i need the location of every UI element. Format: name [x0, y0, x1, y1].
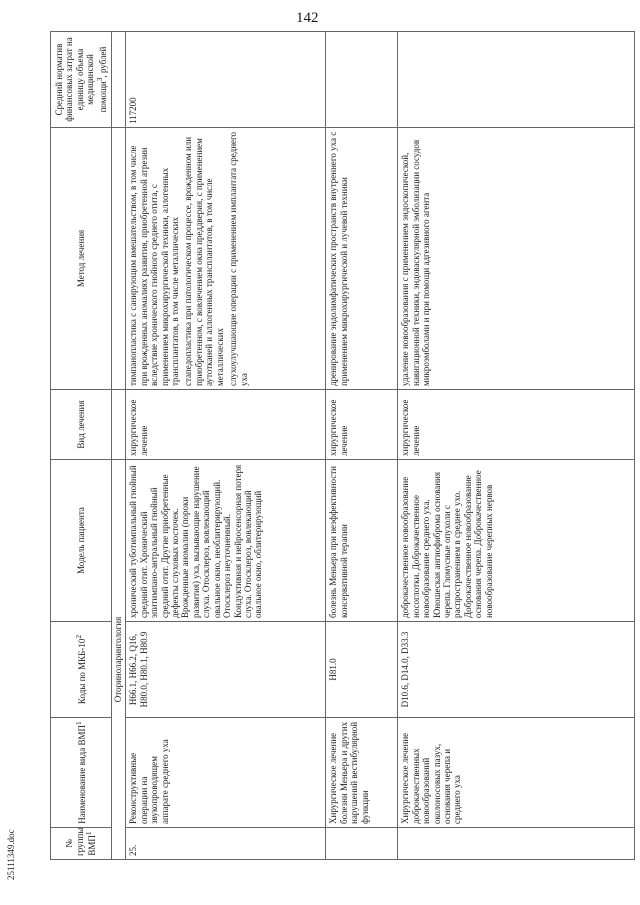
cell-group-number	[398, 828, 635, 860]
header-group-number: № группы ВМП$^1$	[51, 828, 112, 860]
cell-icd-codes: H66.1, H66.2, Q16, H80.0, H80.1, H80.9	[126, 622, 326, 718]
cell-vmp-name: Реконструктивные операции на звукопроводящем аппарате среднего уха	[126, 718, 326, 828]
method-item: слухоулучшающие операции с применением имплантата среднего уха	[228, 132, 249, 386]
method-item: тимпанопластика с санирующим вмешательством, в том числе при врожденных аномалиях развития, приобретенной атрезии вследствие хронического гнойного среднего отита, с применением микрохирургической техники, аллогенных трансплантатов, в том числе металлических	[128, 145, 180, 386]
table-row	[126, 32, 326, 860]
header-treatment-method: Метод лечения	[51, 128, 112, 390]
cell-icd-codes: H81.0	[326, 622, 398, 718]
rotated-table-container	[50, 32, 635, 860]
cell-cost: 117200	[126, 32, 326, 128]
vmp-table	[50, 31, 635, 860]
method-item: стапедопластика при патологическом процессе, врожденном или приобретенном, с вовлечением окна преддверия, с применением аутотканей и аллогенных трансплантатов, в том числе металлических	[183, 136, 225, 386]
page-number: 142	[296, 10, 319, 26]
cell-cost	[398, 32, 635, 128]
cell-group-number: 25.	[126, 828, 326, 860]
section-row	[112, 32, 126, 860]
cell-treatment-type: хирургическое лечение	[126, 390, 326, 460]
cell-patient-model: доброкачественное новообразование носоглотки. Доброкачественное новообразование среднего уха. Юношеская ангиофиброма основания черепа. Гломусные опухоли с распространением в среднее ухо. Доброкачественное новообразование основания черепа. Доброкачественное новообразование черепных нервов	[398, 460, 635, 622]
cell-cost	[326, 32, 398, 128]
cell-group-number	[326, 828, 398, 860]
table-row	[326, 32, 398, 860]
cell-treatment-method	[398, 128, 635, 390]
cell-icd-codes: D10.6, D14.0, D33.3	[398, 622, 635, 718]
cell-vmp-name: Хирургическое лечение болезни Меньера и других нарушений вестибулярной функции	[326, 718, 398, 828]
cell-treatment-method	[326, 128, 398, 390]
cell-patient-model: хронический туботимпальный гнойный средний отит. Хронический эпитимпано-антральный гнойный средний отит. Другие приобретенные дефекты слуховых косточек. Врожденные аномалии (пороки развития) уха, вызывающие нарушение слуха. Отосклероз, вовлекающий овальное окно, необлитерирующий. Отосклероз неуточненный. Кондуктивная и нейросенсорная потеря слуха. Отосклероз, вовлекающий овальное окно, облитерирующий	[126, 460, 326, 622]
method-item: дренирование эндолимфатических пространств внутреннего уха с применением микрохирургической и лучевой техники	[328, 131, 349, 386]
table-row	[398, 32, 635, 860]
cell-patient-model: болезнь Меньера при неэффективности консервативной терапии	[326, 460, 398, 622]
cell-treatment-type: хирургическое лечение	[326, 390, 398, 460]
header-vmp-name: Наименование вида ВМП$^1$	[51, 718, 112, 828]
cell-treatment-type: хирургическое лечение	[398, 390, 635, 460]
cell-vmp-name: Хирургическое лечение доброкачественных новообразований околоносовых пазух, основания черепа и среднего уха	[398, 718, 635, 828]
header-treatment-type: Вид лечения	[51, 390, 112, 460]
document-id: 25111349.doc	[6, 829, 16, 880]
cell-treatment-method	[126, 128, 326, 390]
method-item: удаление новообразования с применением эндоскопической, навигационной техники, эндоваскулярной эмболизации сосудов микроэмболами и при помощи адгезивного агента	[400, 139, 432, 386]
header-cost: Средний норматив финансовых затрат на единицу объема медицинской помощи$^3$, рублей	[51, 32, 112, 128]
table-header-row	[51, 32, 112, 860]
header-icd-codes: Коды по МКБ-$10^2$	[51, 622, 112, 718]
section-title: Оториноларингология	[112, 460, 126, 860]
header-patient-model: Модель пациента	[51, 460, 112, 622]
